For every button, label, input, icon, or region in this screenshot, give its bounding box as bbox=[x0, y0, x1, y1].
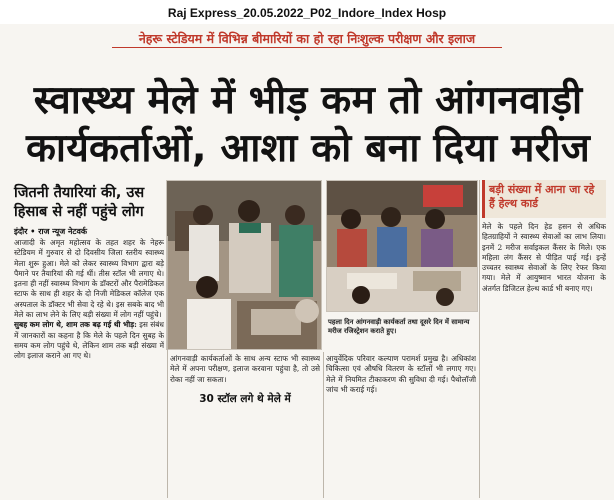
dateline: इंदौर • राज न्यूज नेटवर्क bbox=[14, 226, 88, 236]
section-heading-stalls: 30 स्टॉल लगे थे मेले में bbox=[172, 392, 318, 406]
subheadline: जितनी तैयारियां की, उस हिसाब से नहीं पहुंचे लोग bbox=[14, 185, 145, 220]
article-column-1 bbox=[14, 238, 164, 500]
col1-inline-heading: सुबह कम लोग थे, शाम तक बढ़ गई थी भीड़: bbox=[14, 320, 137, 330]
article-column-2 bbox=[170, 354, 320, 500]
col2-para-1: आंगनवाड़ी कार्यकर्ताओं के साथ अन्य स्टाफ भी स्वास्थ्य मेले में अपना परीक्षण, इलाज करवाना पहुंचा है, तो उसे रोका नहीं जा सकता। bbox=[170, 354, 320, 384]
photo-caption: पहला दिन आंगनवाड़ी कार्यकर्ता तथा दूसरे दिन में सामान्य मरीज रजिस्ट्रेशन कराते हुए। bbox=[328, 318, 470, 335]
headline-line-1: स्वास्थ्य मेले में भीड़ कम तो आंगनवाड़ी bbox=[33, 78, 583, 123]
photo-registration-desk bbox=[326, 180, 478, 312]
article-column-4 bbox=[482, 222, 606, 500]
kicker-rule bbox=[112, 47, 502, 48]
column-rule-1 bbox=[167, 236, 168, 498]
kicker: नेहरू स्टेडियम में विभिन्न बीमारियों का हो रहा निःशुल्क परीक्षण और इलाज bbox=[138, 31, 476, 46]
column-rule-3 bbox=[479, 180, 480, 498]
col1-para-2: इस संबंध में जानकारों का कहना है कि मेले के पहले दिन सुबह के समय कम लोग पहुंचे थे, लेकिन शाम तक बड़ी संख्या में लोग इलाज कराने आ गए थे। bbox=[14, 320, 164, 361]
col1-para-1: आजादी के अमृत महोत्सव के तहत शहर के नेहरू स्टेडियम में गुरुवार से दो दिवसीय जिला स्तरीय स्वास्थ्य मेला शुरू हुआ। मेले को लेकर स्वास्थ्य विभाग द्वारा बड़े पैमाने पर तैयारियां की गई थीं। तीस स्टॉल भी लगाए थे। इतना ही नहीं स्वास्थ्य विभाग के डॉक्टरों और पैरामेडिकल स्टाफ के साथ ही शहर के दो निजी मेडिकल कॉलेज एक अस्पताल के डॉक्टर भी सेवा दे रहे थे। इस सबके बाद भी मेले का लाभ लेने के लिए बड़ी संख्या में लोग नहीं पहुंचे। bbox=[14, 238, 164, 320]
col3-para-1: आयुर्वेदिक परिवार कल्याण परामर्श प्रमुख है। अधिकांश चिकित्सा एवं औषधि वितरण के स्टॉलों भी लगाए गए। मेले में नियमित टीकाकरण की सुविधा दी गई। पैथोलॉजी जांच भी कराई गई। bbox=[326, 354, 476, 394]
headline-line-2: कार्यकर्ताओं, आशा को बना दिया मरीज bbox=[25, 126, 591, 171]
col4-para-1: मेले के पहले दिन हेड हसन से अधिक हितग्राहियों ने स्वास्थ्य सेवाओं का लाभ लिया। इनमें 2 मरीज सर्वाइकल कैंसर के मिले। एक महिला लंग कैंसर से पीड़ित पाई गई। इन्हें उच्चतर स्वास्थ्य सेवाओं के लिए रेफर किया गया। मेले में आयुष्मान भारत योजना के अंतर्गत डिजिटल हेल्थ कार्ड भी बनाए गए। bbox=[482, 222, 606, 293]
column-rule-2 bbox=[323, 352, 324, 498]
article-column-3 bbox=[326, 354, 476, 500]
photo-health-workers bbox=[166, 180, 322, 350]
clipping-caption: Raj Express_20.05.2022_P02_Indore_Index Hosp bbox=[167, 6, 447, 20]
sidebar-box-heading: बड़ी संख्या में आना जा रहे हैं हेल्थ कार्ड bbox=[482, 180, 606, 218]
